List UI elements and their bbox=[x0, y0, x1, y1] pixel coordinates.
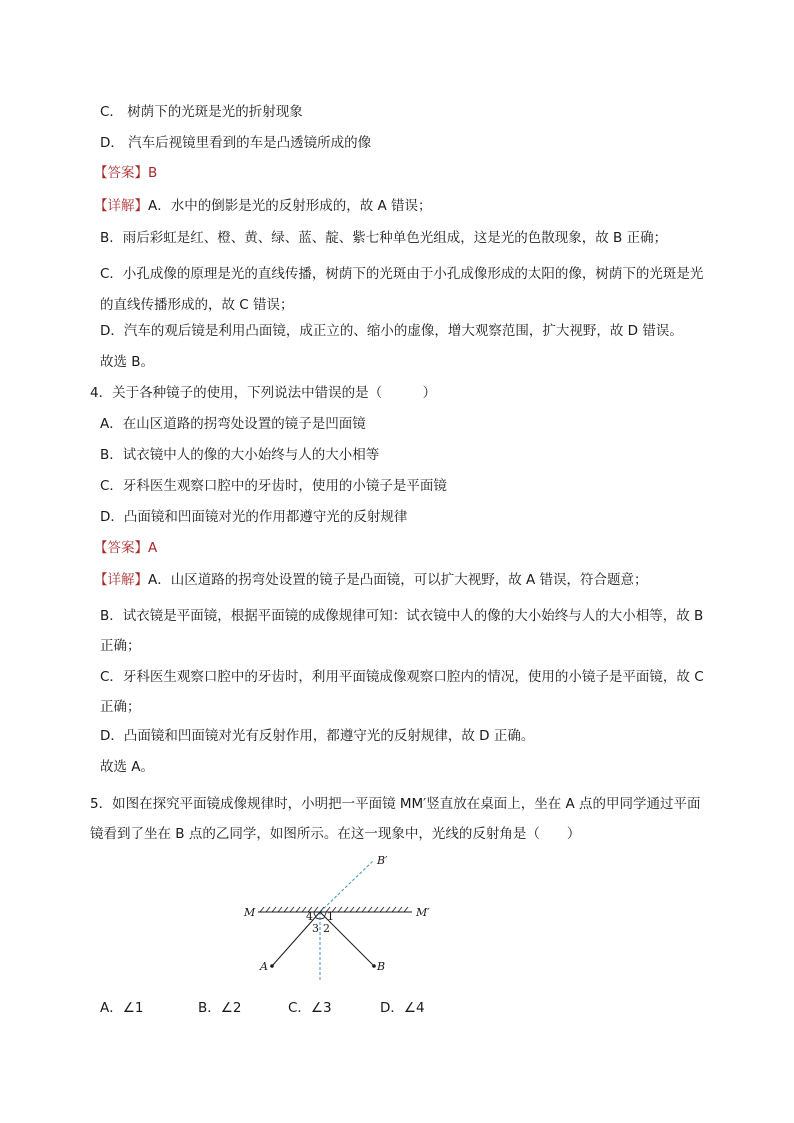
point-b bbox=[372, 964, 376, 968]
q4-option-b: B．试衣镜中人的像的大小始终与人的大小相等 bbox=[100, 447, 380, 463]
q5-stem: 5．如图在探究平面镜成像规律时，小明把一平面镜 MM′竖直放在桌面上，坐在 A 点的甲同学通过平面镜看到了坐在 B 点的乙同学，如图所示。在这一现象中，光线的反射角是（ ） bbox=[90, 796, 701, 842]
angle-label-2: 2 bbox=[323, 922, 330, 935]
answer-value: B bbox=[148, 165, 158, 181]
q4-conclusion: 故选 A。 bbox=[100, 759, 155, 775]
label-b: B bbox=[377, 960, 386, 973]
q3-detail-c: C．小孔成像的原理是光的直线传播，树荫下的光斑由于小孔成像形成的太阳的像，树荫下的光斑是光的直线传播形成的，故 C 错误； bbox=[100, 266, 704, 313]
label-a: A bbox=[260, 960, 268, 973]
q4-detail-b: B．试衣镜是平面镜，根据平面镜的成像规律可知：试衣镜中人的像的大小始终与人的大小相等，故 B 正确； bbox=[100, 608, 704, 654]
q4-detail-d: D．凸面镜和凹面镜对光有反射作用，都遵守光的反射规律，故 D 正确。 bbox=[100, 728, 535, 744]
q4-detail-a bbox=[94, 570, 648, 590]
mirror-hatching bbox=[260, 907, 408, 912]
q5-option-b: B．∠2 bbox=[198, 1000, 242, 1016]
q3-option-c: C． 树荫下的光斑是光的折射现象 bbox=[100, 104, 303, 120]
label-m: M bbox=[244, 906, 256, 919]
virtual-image-ray bbox=[320, 860, 374, 912]
angle-arc-2 bbox=[320, 918, 325, 920]
q4-stem: 4．关于各种镜子的使用，下列说法中错误的是（ ） bbox=[90, 385, 437, 401]
q4-option-d: D．凸面镜和凹面镜对光的作用都遵守光的反射规律 bbox=[100, 509, 408, 525]
q3-detail-d: D．汽车的观后镜是利用凸面镜，成正立的、缩小的虚像，增大观察范围，扩大视野，故 D 错误。 bbox=[100, 323, 683, 339]
answer-label: 【答案】 bbox=[94, 165, 148, 181]
detail-label: 【详解】 bbox=[94, 572, 148, 588]
q4-detail-c: C．牙科医生观察口腔中的牙齿时，利用平面镜成像观察口腔内的情况，使用的小镜子是平面镜，故 C 正确； bbox=[100, 669, 704, 715]
detail-a-text: A．水中的倒影是光的反射形成的，故 A 错误； bbox=[148, 198, 432, 214]
q5-option-a: A．∠1 bbox=[100, 1000, 144, 1016]
q3-answer bbox=[94, 163, 157, 183]
label-m-prime: M′ bbox=[416, 906, 430, 919]
answer-value: A bbox=[148, 540, 158, 556]
angle-label-3: 3 bbox=[312, 922, 319, 935]
detail-a-text: A．山区道路的拐弯处设置的镜子是凸面镜，可以扩大视野，故 A 错误，符合题意； bbox=[148, 572, 648, 588]
mirror-reflection-figure bbox=[236, 852, 436, 982]
detail-label: 【详解】 bbox=[94, 198, 148, 214]
label-b-image: B′ bbox=[377, 854, 388, 867]
angle-arc-4 bbox=[314, 912, 316, 917]
q3-conclusion: 故选 B。 bbox=[100, 354, 155, 370]
angle-label-1: 1 bbox=[327, 910, 334, 923]
point-a bbox=[270, 964, 274, 968]
q5-option-d: D．∠4 bbox=[380, 1000, 425, 1016]
q4-answer bbox=[94, 538, 157, 558]
q3-option-d: D． 汽车后视镜里看到的车是凸透镜所成的像 bbox=[100, 135, 372, 151]
angle-arc-3 bbox=[316, 918, 321, 920]
answer-label: 【答案】 bbox=[94, 540, 148, 556]
angle-arc-1 bbox=[324, 912, 326, 917]
q5-option-c: C．∠3 bbox=[288, 1000, 332, 1016]
q3-detail-b: B．雨后彩虹是红、橙、黄、绿、蓝、靛、紫七种单色光组成，这是光的色散现象，故 B 正确； bbox=[100, 230, 668, 246]
q4-option-a: A．在山区道路的拐弯处设置的镜子是凹面镜 bbox=[100, 416, 366, 432]
q3-detail-a bbox=[94, 196, 432, 216]
q4-option-c: C．牙科医生观察口腔中的牙齿时，使用的小镜子是平面镜 bbox=[100, 478, 447, 494]
angle-label-4: 4 bbox=[306, 910, 313, 923]
